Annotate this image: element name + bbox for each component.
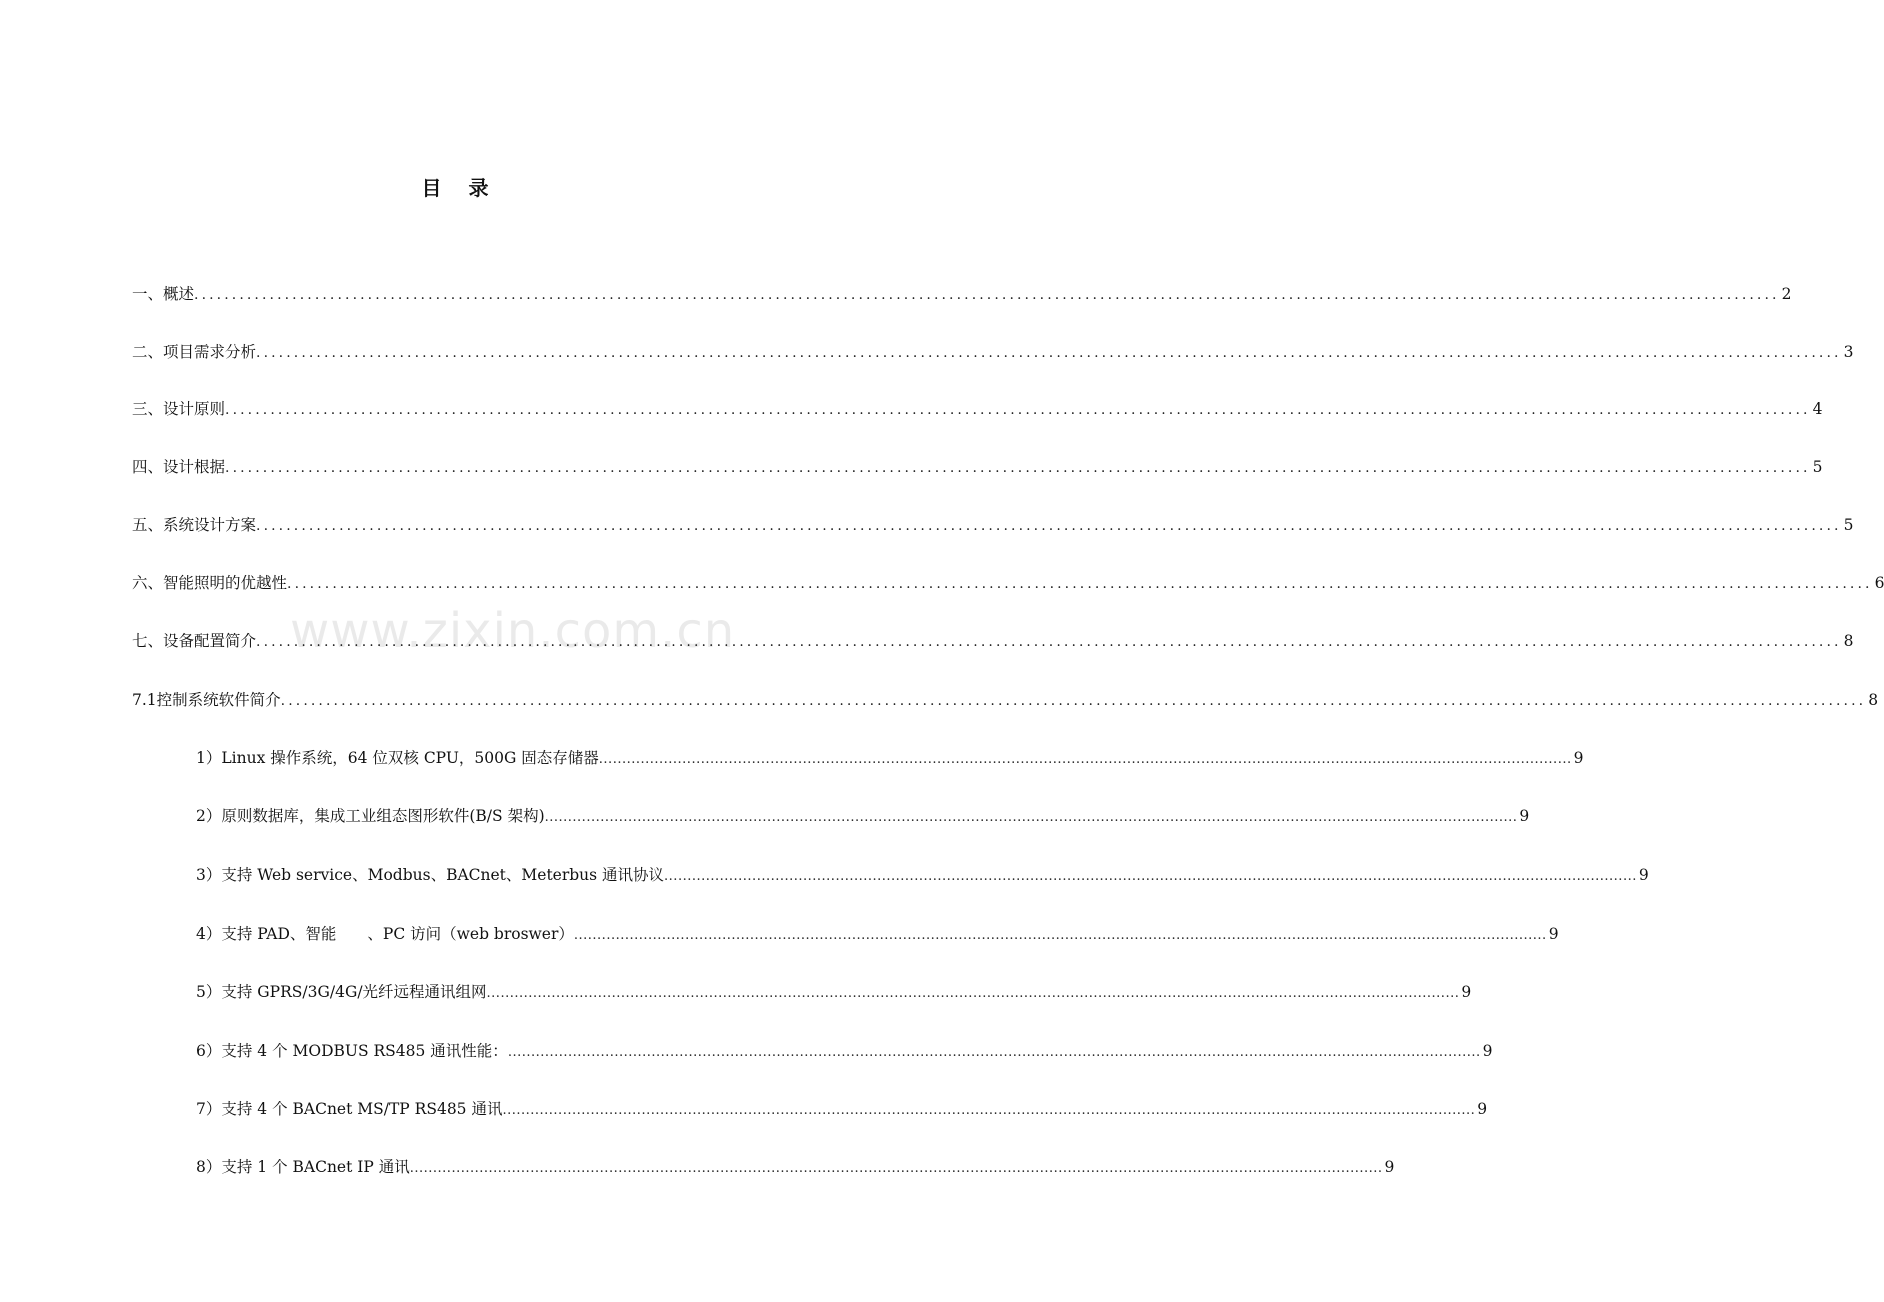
- toc-page-number: 8: [1868, 691, 1879, 709]
- toc-entry-text: 概述: [163, 285, 195, 303]
- toc-sub-entry[interactable]: [196, 1155, 1395, 1179]
- toc-page-number: 9: [1548, 925, 1559, 943]
- toc-page-number: 6: [1874, 574, 1884, 592]
- toc-dot-leader: ..................................................................................................................................................................................................................: [194, 287, 1780, 303]
- toc-page-number: 9: [1638, 866, 1649, 884]
- toc-entry-number: 一、: [132, 285, 164, 303]
- toc-entry-text: 四、设计根据: [132, 458, 226, 476]
- toc-entry-text: 5）支持 GPRS/3G/4G/光纤远程通讯组网: [196, 983, 487, 1001]
- watermark: www.zixin.com.cn: [290, 603, 736, 659]
- toc-entry-text: 三、设计原则: [132, 400, 226, 418]
- toc-page-number: 5: [1843, 516, 1854, 534]
- toc-dot-leader: ..................................................................................................................................................................................................................: [409, 1161, 1383, 1176]
- toc-entry[interactable]: [132, 571, 1884, 595]
- toc-page-number: 9: [1482, 1042, 1493, 1060]
- toc-entry[interactable]: [132, 629, 1854, 653]
- toc-dot-leader: ..................................................................................................................................................................................................................: [287, 576, 1873, 592]
- toc-page-number: 9: [1384, 1158, 1395, 1176]
- toc-entry-text: 控制系统软件简介: [156, 691, 281, 709]
- toc-page-number: 9: [1461, 983, 1472, 1001]
- toc-entry-text: 六、智能照明的优越性: [132, 574, 288, 592]
- toc-entry-text: 五、系统设计方案: [132, 516, 257, 534]
- toc-sub-entry[interactable]: [196, 1097, 1488, 1121]
- toc-dot-leader: ..................................................................................................................................................................................................................: [507, 1045, 1481, 1060]
- toc-entry-text: 6）支持 4 个 MODBUS RS485 通讯性能：: [196, 1042, 508, 1060]
- toc-title: 目 录: [421, 176, 499, 200]
- toc-page-number: 4: [1812, 400, 1823, 418]
- toc-entry[interactable]: [132, 688, 1879, 712]
- toc-entry-number: 7.1: [132, 691, 157, 709]
- toc-entry-text: 3）支持 Web service、Modbus、BACnet、Meterbus 通讯协议: [196, 866, 665, 884]
- toc-sub-entry[interactable]: [196, 863, 1649, 887]
- toc-sub-entry[interactable]: [196, 922, 1559, 946]
- toc-entry-text: 8）支持 1 个 BACnet IP 通讯: [196, 1158, 410, 1176]
- toc-sub-entry[interactable]: [196, 804, 1530, 828]
- toc-entry-text: 2）原则数据库，集成工业组态图形软件(B/S 架构): [196, 807, 545, 825]
- toc-dot-leader: ..................................................................................................................................................................................................................: [256, 518, 1842, 534]
- toc-entry-text: 项目需求分析: [163, 343, 257, 361]
- toc-sub-entry[interactable]: [196, 1039, 1493, 1063]
- toc-entry-text: 设备配置简介: [163, 632, 257, 650]
- toc-page-number: 5: [1812, 458, 1823, 476]
- toc-page-number: 2: [1781, 285, 1792, 303]
- toc-dot-leader: ..................................................................................................................................................................................................................: [573, 928, 1547, 943]
- toc-dot-leader: ..................................................................................................................................................................................................................: [502, 1103, 1476, 1118]
- toc-sub-entry[interactable]: [196, 746, 1584, 770]
- toc-dot-leader: ..................................................................................................................................................................................................................: [664, 869, 1637, 884]
- toc-dot-leader: ..................................................................................................................................................................................................................: [280, 693, 1867, 709]
- toc-dot-leader: ..................................................................................................................................................................................................................: [225, 460, 1811, 476]
- toc-entry-text: 7）支持 4 个 BACnet MS/TP RS485 通讯: [196, 1100, 503, 1118]
- toc-entry[interactable]: [132, 340, 1854, 364]
- toc-entry-number: 七、: [132, 632, 164, 650]
- toc-entry[interactable]: [132, 513, 1854, 537]
- toc-dot-leader: ..................................................................................................................................................................................................................: [256, 345, 1842, 361]
- toc-sub-entry[interactable]: [196, 980, 1472, 1004]
- toc-page-number: 3: [1843, 343, 1854, 361]
- toc-dot-leader: ..................................................................................................................................................................................................................: [256, 634, 1842, 650]
- toc-entry[interactable]: [132, 282, 1792, 306]
- toc-entry[interactable]: [132, 397, 1823, 421]
- toc-dot-leader: ..................................................................................................................................................................................................................: [225, 402, 1811, 418]
- toc-entry-number: 二、: [132, 343, 164, 361]
- toc-entry[interactable]: [132, 455, 1823, 479]
- toc-page-number: 9: [1519, 807, 1530, 825]
- toc-entry-text: 4）支持 PAD、智能 、PC 访问（web broswer）: [196, 925, 574, 943]
- toc-dot-leader: ..................................................................................................................................................................................................................: [598, 752, 1572, 767]
- toc-dot-leader: ..................................................................................................................................................................................................................: [486, 986, 1460, 1001]
- toc-page-number: 8: [1843, 632, 1854, 650]
- toc-page-number: 9: [1573, 749, 1584, 767]
- toc-dot-leader: ..................................................................................................................................................................................................................: [544, 810, 1518, 825]
- toc-entry-text: 1）Linux 操作系统，64 位双核 CPU，500G 固态存储器: [196, 749, 599, 767]
- toc-page-number: 9: [1477, 1100, 1488, 1118]
